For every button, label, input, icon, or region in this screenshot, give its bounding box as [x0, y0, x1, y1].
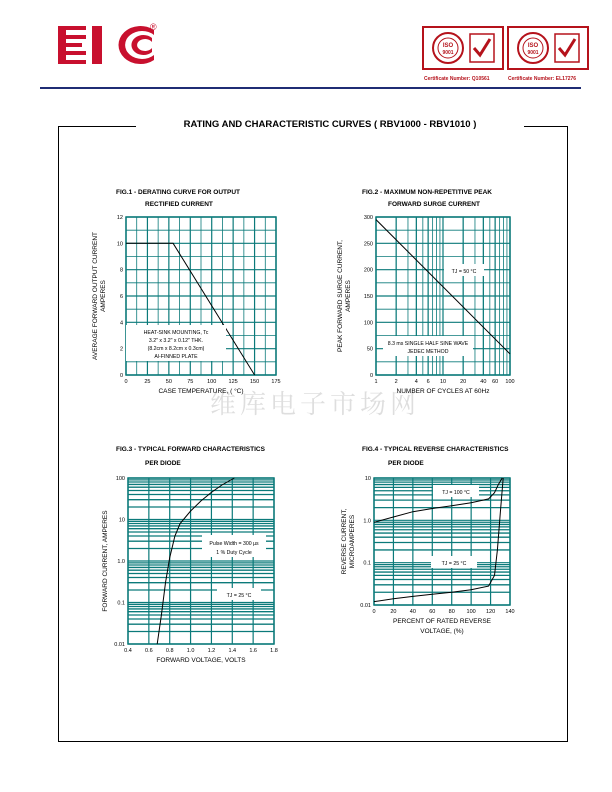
fig1-x-tick-label: 100 [207, 379, 217, 385]
fig4-y-axis-label-line2: MICROAMPERES [349, 514, 356, 569]
fig3-x-axis-label: FORWARD VOLTAGE, VOLTS [156, 657, 246, 664]
fig4-annotation-top-line-1: TJ = 100 °C [442, 490, 470, 496]
fig1-annotation-line-4: Al-FINNED PLATE [154, 354, 198, 360]
fig2-y-axis-label-line1: PEAK FORWARD SURGE CURRENT, [337, 240, 344, 352]
fig4-y-tick-label: 10 [364, 476, 371, 482]
fig3-x-tick-label: 0.8 [165, 648, 174, 654]
fig1-y-tick-label: 10 [116, 241, 123, 248]
iso-cert-badge-1 [422, 26, 504, 70]
fig4-plot-area [374, 478, 510, 605]
fig2-x-tick-label: 6 [426, 379, 430, 385]
fig3-x-tick-label: 1.8 [270, 648, 278, 654]
fig4-x-tick-label: 80 [448, 609, 455, 615]
iso-cert-badge-2 [507, 26, 589, 70]
svg-text:9001: 9001 [527, 50, 539, 56]
fig3-x-tick-label: 1.2 [207, 648, 216, 654]
fig3-y-tick-label: 0.1 [117, 600, 125, 607]
fig4-x-tick-label: 100 [466, 609, 476, 615]
fig2-title-line2: FORWARD SURGE CURRENT [388, 201, 480, 208]
fig4-x-tick-label: 60 [429, 609, 436, 615]
fig3-x-tick-label: 0.4 [124, 648, 132, 654]
fig3-title-line2: PER DIODE [145, 460, 181, 467]
fig2-y-tick-label: 50 [366, 346, 373, 353]
fig1-annotation-line-3: (8.2cm x 8.2cm x 0.3cm) [147, 346, 205, 352]
fig4-y-tick-label: 1.0 [363, 518, 371, 525]
fig4-x-axis-label-line1: PERCENT OF RATED REVERSE [393, 618, 491, 625]
cert-caption-1: Certificate Number: Q10561 [424, 76, 490, 82]
fig1-y-tick-label: 8 [119, 267, 123, 274]
fig3-x-tick-label: 1.0 [186, 648, 195, 654]
fig1-x-tick-label: 50 [165, 379, 172, 385]
watermark: 维库电子市场网 [210, 390, 421, 420]
svg-text:ISO: ISO [442, 43, 454, 49]
fig3-title-line1: FIG.3 - TYPICAL FORWARD CHARACTERISTICS [116, 446, 265, 453]
fig2-y-tick-label: 300 [363, 215, 373, 221]
fig3-annotation-box-line-1: Pulse Width = 300 µs [209, 541, 259, 547]
svg-text:ISO: ISO [527, 43, 539, 49]
fig2-x-tick-label: 2 [394, 379, 398, 385]
fig1-x-tick-label: 0 [124, 379, 128, 385]
fig4-reverse-chart [330, 470, 545, 640]
fig4-y-tick-label: 0.1 [363, 560, 371, 567]
fig1-title-line1: FIG.1 - DERATING CURVE FOR OUTPUT [116, 189, 240, 196]
fig2-x-tick-label: 4 [414, 379, 418, 385]
fig4-y-axis-label-line1: REVERSE CURRENT, [341, 508, 348, 575]
fig2-y-tick-label: 200 [363, 267, 373, 274]
fig2-title-line1: FIG.2 - MAXIMUM NON-REPETITIVE PEAK [362, 189, 493, 196]
fig2-y-axis-label-line2: AMPERES [345, 280, 352, 312]
fig3-y-tick-label: 1.0 [117, 559, 125, 565]
svg-text:9001: 9001 [442, 50, 454, 56]
registered-mark: ® [150, 22, 157, 32]
header-rule [40, 87, 581, 89]
fig4-annotation-bottom-line-1: TJ = 25 °C [441, 561, 467, 567]
fig2-y-tick-label: 250 [363, 241, 373, 248]
fig4-title-line1: FIG.4 - TYPICAL REVERSE CHARACTERISTICS [362, 446, 509, 453]
fig4-y-tick-label: 0.01 [360, 603, 371, 609]
fig2-annotation-line-2: JEDEC METHOD [407, 349, 449, 355]
fig2-y-tick-label: 150 [363, 294, 373, 300]
fig1-annotation-line-1: HEAT-SINK MOUNTING, Tc [143, 330, 209, 336]
eic-logo [56, 22, 164, 68]
fig2-x-tick-label: 20 [460, 379, 467, 385]
fig1-y-tick-label: 0 [119, 373, 123, 379]
fig4-x-tick-label: 40 [409, 609, 416, 615]
fig1-x-tick-label: 175 [271, 379, 281, 385]
fig2-y-tick-label: 0 [369, 373, 373, 379]
fig1-derating-chart [84, 208, 304, 404]
fig2-x-tick-label: 60 [492, 379, 499, 385]
fig1-y-axis-label-line1: AVERAGE FORWARD OUTPUT CURRENT [92, 232, 99, 360]
fig1-x-tick-label: 75 [187, 379, 194, 385]
fig3-annotation-box-line-2: 1 % Duty Cycle [216, 550, 252, 556]
fig2-annotation-line-1: 8.3 ms SINGLE HALF SINE WAVE [387, 341, 469, 347]
fig3-x-tick-label: 1.6 [249, 648, 257, 654]
fig3-forward-chart [84, 470, 304, 670]
fig1-x-tick-label: 25 [144, 379, 151, 385]
fig4-x-tick-label: 120 [485, 609, 496, 615]
fig3-annotation-temp-line-1: TJ = 25 °C [226, 593, 252, 599]
fig1-x-tick-label: 125 [228, 379, 238, 385]
fig2-annotation-temp-line-1: TJ = 50 °C [451, 269, 477, 275]
fig4-x-tick-label: 140 [505, 609, 515, 615]
fig2-x-tick-label: 100 [505, 379, 515, 385]
fig4-title-line2: PER DIODE [388, 460, 424, 467]
fig2-x-tick-label: 1 [374, 379, 378, 385]
fig2-surge-chart [330, 208, 540, 404]
fig3-y-axis-label-line1: FORWARD CURRENT, AMPERES [102, 510, 109, 612]
fig1-y-tick-label: 6 [119, 294, 123, 300]
fig1-y-tick-label: 4 [119, 320, 123, 327]
frame-top-left [58, 126, 136, 127]
fig2-x-tick-label: 10 [439, 379, 447, 385]
fig2-y-tick-label: 100 [363, 320, 373, 327]
fig3-y-tick-label: 100 [115, 476, 125, 482]
fig3-y-tick-label: 0.01 [114, 642, 125, 648]
fig1-x-tick-label: 150 [249, 379, 260, 385]
fig3-x-tick-label: 0.6 [145, 648, 153, 654]
fig1-title-line2: RECTIFIED CURRENT [145, 201, 213, 208]
fig4-x-axis-label-line2: VOLTAGE, (%) [420, 628, 464, 635]
fig2-x-tick-label: 40 [480, 379, 487, 385]
cert-caption-2: Certificate Number: EL17276 [508, 76, 577, 82]
page-title: RATING AND CHARACTERISTIC CURVES ( RBV1000 - RBV1010 ) [183, 119, 477, 130]
fig1-y-tick-label: 2 [119, 346, 123, 353]
fig4-x-tick-label: 20 [390, 609, 397, 615]
fig3-x-tick-label: 1.4 [228, 648, 237, 654]
fig4-x-tick-label: 0 [372, 609, 376, 615]
fig2-x-axis-label: NUMBER OF CYCLES AT 60Hz [396, 388, 490, 395]
fig1-y-axis-label-line2: AMPERES [100, 280, 107, 312]
fig1-x-axis-label: CASE TEMPERATURE, ( °C) [158, 388, 244, 395]
fig1-annotation-line-2: 3.2" x 3.2" x 0.12" THK. [148, 338, 204, 344]
fig1-y-tick-label: 12 [116, 215, 123, 221]
fig3-y-tick-label: 10 [118, 517, 125, 524]
frame-top-right [524, 126, 568, 127]
